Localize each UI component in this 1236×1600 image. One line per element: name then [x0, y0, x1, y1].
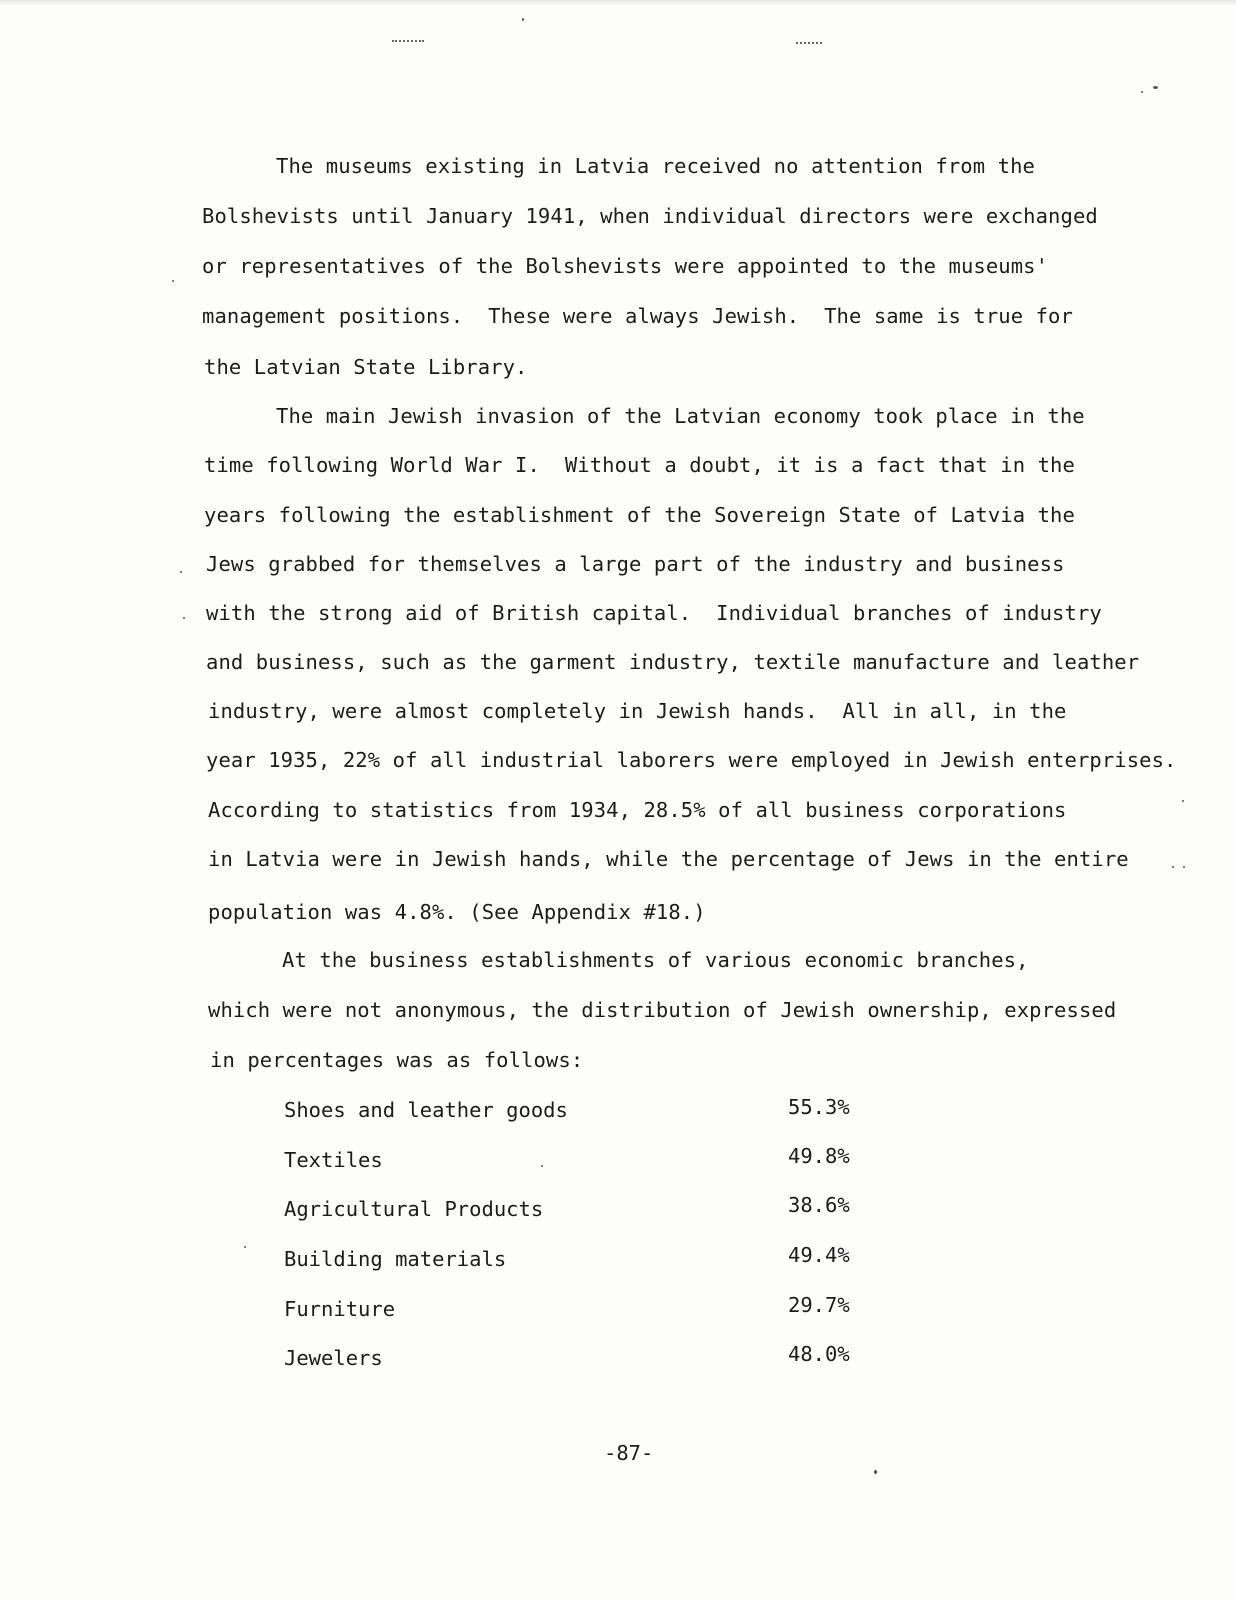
- paragraph-2-line-2: time following World War I. Without a doubt, it is a fact that in the: [204, 453, 1075, 477]
- scan-speck: [1183, 866, 1185, 868]
- table-row-value: 48.0%: [788, 1342, 850, 1366]
- scan-speck: [522, 18, 524, 21]
- scan-speck: [1153, 86, 1158, 89]
- table-row-label: Furniture: [284, 1297, 396, 1321]
- scan-speck: [1141, 91, 1143, 93]
- scan-speck: [183, 617, 185, 619]
- scan-speck: [172, 280, 174, 282]
- table-row-label: Jewelers: [284, 1346, 383, 1370]
- table-row-value: 49.8%: [788, 1144, 850, 1168]
- scan-speck: [1172, 866, 1174, 868]
- paragraph-2-line-7: industry, were almost completely in Jewish hands. All in all, in the: [208, 699, 1067, 723]
- table-row-label: Agricultural Products: [284, 1197, 544, 1221]
- table-row-value: 55.3%: [788, 1095, 850, 1119]
- paragraph-1-line-5: the Latvian State Library.: [204, 355, 528, 379]
- paragraph-2-line-1: The main Jewish invasion of the Latvian economy took place in the: [276, 404, 1085, 428]
- table-row-label: Textiles: [284, 1148, 383, 1172]
- scan-speck: [180, 571, 182, 573]
- scan-artifact: [392, 40, 424, 44]
- paragraph-2-line-5: with the strong aid of British capital. Individual branches of industry: [206, 601, 1102, 625]
- paragraph-1-line-1: The museums existing in Latvia received no attention from the: [276, 154, 1035, 178]
- scan-speck: [541, 1165, 543, 1167]
- paragraph-2-line-3: years following the establishment of the Sovereign State of Latvia the: [204, 503, 1075, 527]
- paragraph-2-line-10: in Latvia were in Jewish hands, while the percentage of Jews in the entire: [208, 847, 1129, 871]
- page-top-edge: [0, 0, 1236, 6]
- paragraph-3-line-2: which were not anonymous, the distribution of Jewish ownership, expressed: [208, 998, 1117, 1022]
- paragraph-2-line-4: Jews grabbed for themselves a large part of the industry and business: [206, 552, 1065, 576]
- table-row-label: Building materials: [284, 1247, 507, 1271]
- paragraph-2-line-11: population was 4.8%. (See Appendix #18.): [208, 900, 706, 924]
- paragraph-3-line-3: in percentages was as follows:: [210, 1048, 584, 1072]
- table-row-label: Shoes and leather goods: [284, 1098, 568, 1122]
- paragraph-1-line-3: or representatives of the Bolshevists were appointed to the museums': [202, 254, 1049, 278]
- paragraph-2-line-6: and business, such as the garment industry, textile manufacture and leather: [206, 650, 1140, 674]
- paragraph-1-line-4: management positions. These were always Jewish. The same is true for: [202, 304, 1073, 328]
- table-row-value: 38.6%: [788, 1193, 850, 1217]
- page-number: -87-: [604, 1441, 654, 1465]
- paragraph-2-line-9: According to statistics from 1934, 28.5% of all business corporations: [208, 798, 1067, 822]
- scan-speck: [244, 1246, 246, 1248]
- paragraph-2-line-8: year 1935, 22% of all industrial laborers were employed in Jewish enterprises.: [206, 748, 1177, 772]
- scan-speck: [874, 1470, 877, 1474]
- table-row-value: 49.4%: [788, 1243, 850, 1267]
- scan-speck: [1182, 800, 1184, 802]
- table-row-value: 29.7%: [788, 1293, 850, 1317]
- paragraph-1-line-2: Bolshevists until January 1941, when individual directors were exchanged: [202, 204, 1098, 228]
- scan-artifact: [796, 42, 822, 46]
- paragraph-3-line-1: At the business establishments of various economic branches,: [282, 948, 1029, 972]
